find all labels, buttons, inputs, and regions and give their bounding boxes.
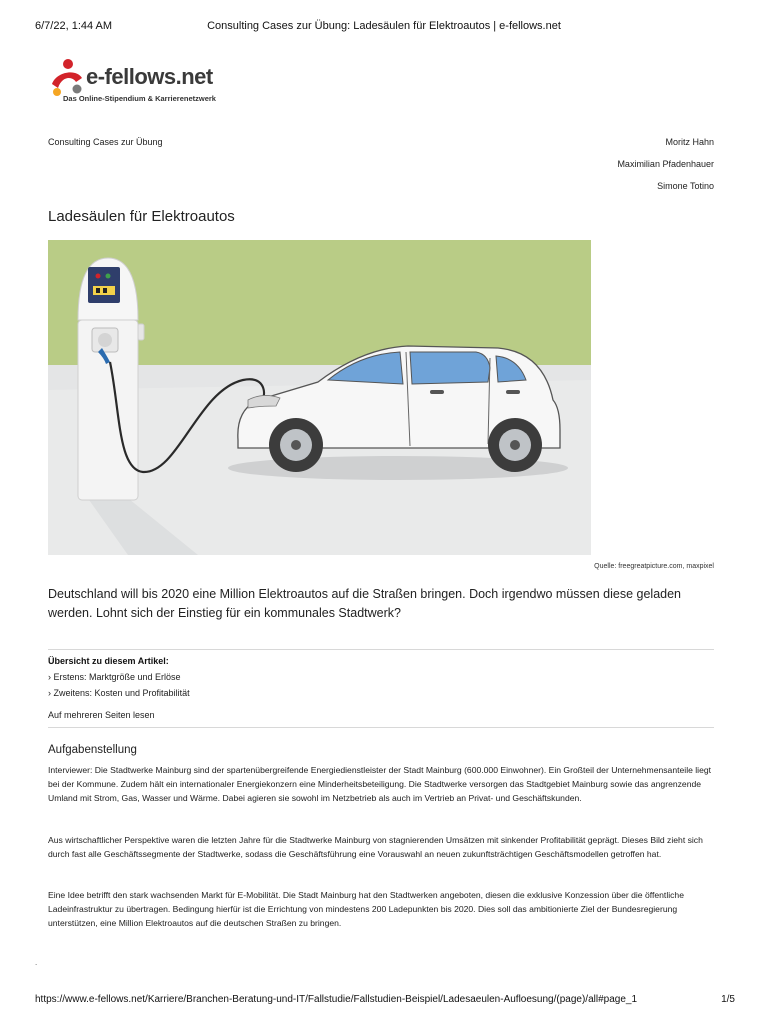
logo-tagline: Das Online-Stipendium & Karrierenetzwerk (63, 94, 216, 103)
overview-link-market[interactable]: › Erstens: Marktgröße und Erlöse (48, 672, 181, 682)
overview-link-costs[interactable]: › Zweitens: Kosten und Profitabilität (48, 688, 190, 698)
article-title: Ladesäulen für Elektroautos (48, 208, 235, 225)
section-heading: Aufgabenstellung (48, 744, 137, 756)
paragraph: Eine Idee betrifft den stark wachsenden Markt für E-Mobilität. Die Stadt Mainburg hat den Stadtwerken angeboten, diesen die exklusive Konzession über die öffentliche Ladeinfrastruktur zu übertragen. Bedingung hierfür ist die Errichtung von mindestens 200 Ladepunkten bis 2020. Dies soll das ambitionierte Ziel der Bundesregierung unterstützen, eine Million Elektroautos auf die deutschen Straßen zu bringen. (48, 890, 684, 929)
author-name[interactable]: Maximilian Pfadenhauer (617, 159, 714, 169)
page-number: 1/5 (721, 994, 735, 1005)
article-category[interactable]: Consulting Cases zur Übung (48, 137, 163, 147)
print-page-title: Consulting Cases zur Übung: Ladesäulen für Elektroautos | e-fellows.net (207, 20, 561, 32)
author-name[interactable]: Simone Totino (657, 181, 714, 191)
author-name[interactable]: Moritz Hahn (665, 137, 714, 147)
image-caption: Quelle: freegreatpicture.com, maxpixel (594, 563, 714, 570)
ev-charging-illustration (48, 240, 591, 555)
article-lead: Deutschland will bis 2020 eine Million Elektroautos auf die Straßen bringen. Doch irgendwo müssen diese geladen werden. Lohnt sich der Einstieg für ein kommunales Stadtwerk? (48, 587, 682, 620)
paragraph: Aus wirtschaftlicher Perspektive waren die letzten Jahre für die Stadtwerke Mainburg von stagnierenden Umsätzen mit sinkender Profitabilität geprägt. Dieses Bild zieht sich durch fast alle Geschäftssegmente der Stadtwerke, sodass die Geschäftsführung eine Vorauswahl an neuen zukunftsträchtigen Geschäftsmodellen getroffen hat. (48, 835, 703, 860)
overview-heading: Übersicht zu diesem Artikel: (48, 656, 169, 666)
stray-mark: . (35, 958, 38, 967)
multi-page-link[interactable]: Auf mehreren Seiten lesen (48, 710, 155, 720)
e-fellows-logo[interactable] (48, 58, 248, 108)
print-header (0, 0, 768, 32)
print-datetime: 6/7/22, 1:44 AM (35, 20, 113, 32)
author-list (617, 137, 714, 203)
page-url[interactable]: https://www.e-fellows.net/Karriere/Branchen-Beratung-und-IT/Fallstudie/Fallstudien-Beispiel/Ladesaeulen-Aufloesung/(page)/all#page_1 (35, 994, 638, 1005)
divider (48, 649, 714, 650)
paragraph: Interviewer: Die Stadtwerke Mainburg sind der spartenübergreifende Energiedienstleister der Stadt Mainburg (600.000 Einwohner). Ein Großteil der Unternehmensanteile liegt bei der Kommune. Zudem hält ein internationaler Energiekonzern eine Minderheitsbeteiligung. Die Stadtwerke versorgen das Stadtgebiet Mainburg sowie das angrenzende Umland mit Strom, Gas, Wasser und Wärme. Dabei agieren sie sowohl im Netzbetrieb als auch im Vertrieb an Privat- und Geschäftskunden. (48, 765, 712, 804)
logo-wordmark: e-fellows.net (86, 64, 213, 89)
divider (48, 727, 714, 728)
